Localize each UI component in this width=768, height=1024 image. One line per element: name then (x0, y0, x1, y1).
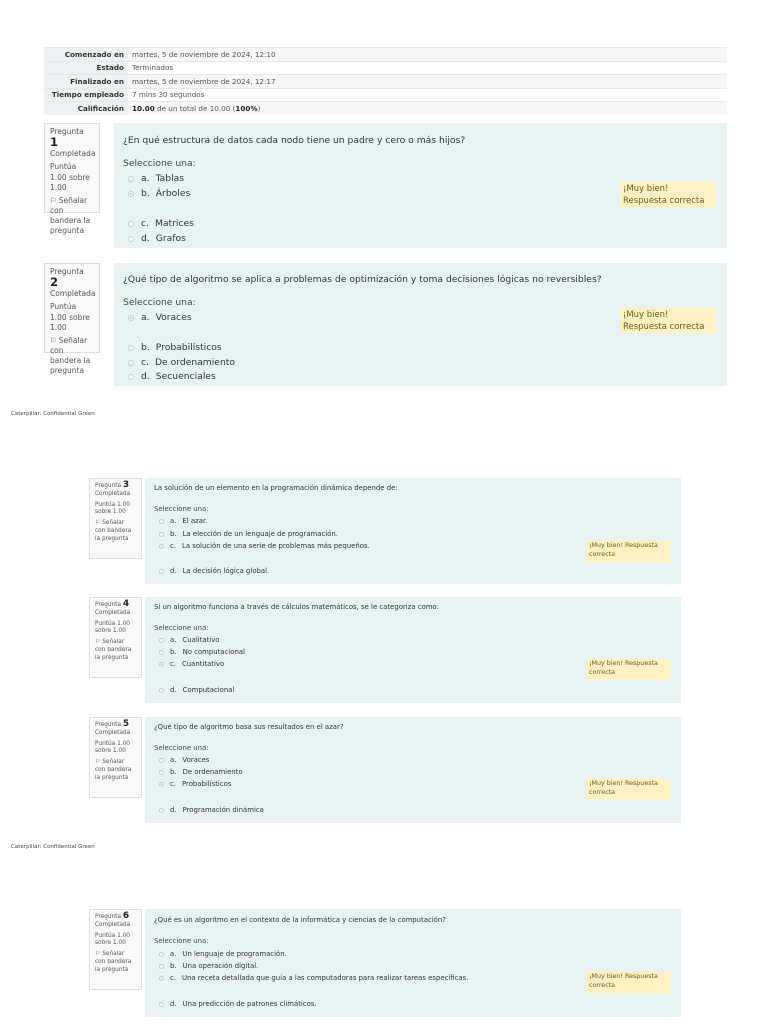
question-info-box (89, 717, 142, 798)
summary-row (44, 48, 727, 62)
answer-option[interactable] (159, 530, 338, 538)
question-text: ¿En qué estructura de datos cada nodo tiene un padre y cero o más hijos? (123, 135, 466, 146)
answer-radio[interactable] (159, 662, 164, 667)
answer-option[interactable] (159, 756, 210, 764)
question-content (114, 263, 727, 386)
summary-value: martes, 5 de noviembre de 2024, 12:17 (128, 75, 727, 89)
answer-radio[interactable] (159, 532, 164, 537)
question-content (145, 717, 681, 823)
answer-radio[interactable] (159, 758, 164, 763)
answer-radio[interactable] (128, 315, 134, 321)
summary-value: 7 mins 30 segundos (128, 88, 727, 102)
answer-text: Matrices (154, 218, 194, 229)
question-number: 5 (122, 719, 130, 729)
answer-letter: b. (170, 768, 177, 776)
question-number: 1 (50, 135, 59, 150)
answer-option[interactable] (159, 974, 468, 982)
answer-radio[interactable] (159, 1002, 164, 1007)
answer-radio[interactable] (159, 569, 164, 574)
answer-radio[interactable] (159, 808, 164, 813)
question-status: Completada (50, 149, 96, 159)
flag-icon: ⚐ (50, 195, 57, 205)
answer-radio[interactable] (128, 345, 134, 351)
question-content (145, 478, 681, 584)
question-number: 4 (122, 599, 130, 609)
question-number-line (50, 267, 94, 289)
answer-letter: a. (170, 517, 177, 525)
select-one-prompt: Seleccione una: (123, 158, 196, 169)
answer-radio[interactable] (159, 688, 164, 693)
answer-option[interactable] (128, 312, 192, 323)
question-label: Pregunta (50, 267, 84, 276)
answer-text: Árboles (155, 188, 191, 199)
answer-radio[interactable] (159, 976, 164, 981)
select-one-prompt: Seleccione una: (154, 624, 209, 632)
answer-option[interactable] (159, 780, 231, 788)
summary-row (44, 75, 727, 89)
answer-text: Programación dinámica (182, 806, 264, 814)
answer-radio[interactable] (159, 770, 164, 775)
answer-letter: c. (170, 780, 176, 788)
answer-text: Un lenguaje de programación. (182, 950, 287, 958)
answer-radio[interactable] (128, 236, 134, 242)
answer-option[interactable] (128, 218, 194, 229)
answer-letter: a. (141, 173, 150, 184)
feedback-correct: ¡Muy bien! Respuesta correcta (586, 658, 670, 680)
flag-icon: ⚐ (95, 520, 101, 527)
flag-question-label: Señalar con bandera la pregunta (95, 639, 132, 661)
question-status: Completada (95, 490, 131, 497)
summary-value: martes, 5 de noviembre de 2024, 12:10 (128, 48, 727, 62)
answer-letter: d. (141, 233, 150, 244)
question-label: Pregunta (95, 722, 122, 728)
answer-text: Computacional (182, 686, 235, 694)
answer-letter: b. (170, 530, 177, 538)
answer-letter: a. (141, 312, 150, 323)
summary-row (44, 88, 727, 102)
answer-text: La decisión lógica global. (182, 567, 270, 575)
question-status: Completada (50, 289, 96, 299)
question-number-line (95, 601, 136, 610)
answer-text: Una receta detallada que guía a las computadoras para realizar tareas específicas. (181, 974, 469, 982)
answer-letter: b. (141, 342, 150, 353)
answer-text: Una predicción de patrones climáticos. (182, 1000, 317, 1008)
answer-letter: c. (170, 974, 176, 982)
feedback-correct: ¡Muy bien! Respuesta correcta (620, 181, 716, 207)
question-info-box (89, 909, 142, 990)
question-info-box (89, 597, 142, 678)
confidentiality-footer: Caterpillar: Confidential Green (11, 411, 95, 417)
answer-option[interactable] (159, 768, 243, 776)
answer-option[interactable] (159, 660, 224, 668)
flag-question-label: Señalar con bandera la pregunta (50, 195, 91, 236)
flag-icon: ⚐ (95, 951, 101, 958)
summary-key: Tiempo empleado (44, 88, 128, 102)
question-status: Completada (95, 729, 131, 736)
answer-radio[interactable] (159, 952, 164, 957)
answer-radio[interactable] (128, 221, 134, 227)
answer-letter: d. (170, 806, 177, 814)
question-points: Puntúa 1.00 sobre 1.00 (50, 162, 90, 192)
answer-option[interactable] (159, 648, 245, 656)
flag-question-link[interactable] (50, 336, 94, 377)
answer-letter: a. (170, 950, 177, 958)
question-text: ¿Qué tipo de algoritmo se aplica a problemas de optimización y toma decisiones lógicas no reversibles? (123, 274, 602, 285)
answer-text: El azar. (182, 517, 208, 525)
answer-option[interactable] (159, 686, 234, 694)
question-points: Puntúa 1.00 sobre 1.00 (95, 620, 130, 635)
answer-letter: d. (170, 1000, 177, 1008)
answer-option[interactable] (159, 542, 370, 550)
answer-radio[interactable] (128, 191, 134, 197)
grade-text: de un total de 10.00 ( (154, 103, 236, 113)
answer-text: Grafos (155, 233, 186, 244)
question-points: Puntúa 1.00 sobre 1.00 (95, 932, 130, 947)
question-number: 6 (122, 911, 130, 921)
answer-option[interactable] (159, 1000, 317, 1008)
answer-letter: d. (170, 567, 177, 575)
question-label: Pregunta (95, 914, 122, 920)
answer-option[interactable] (128, 357, 235, 368)
answer-option[interactable] (128, 233, 186, 244)
answer-option[interactable] (128, 173, 184, 184)
answer-option[interactable] (159, 950, 287, 958)
question-status: Completada (95, 921, 131, 928)
feedback-correct: ¡Muy bien! Respuesta correcta (620, 307, 716, 333)
confidentiality-footer: Caterpillar: Confidential Green (11, 844, 95, 850)
question-number-line (95, 913, 136, 922)
answer-option[interactable] (159, 517, 207, 525)
answer-radio[interactable] (159, 782, 164, 787)
answer-text: No computacional (182, 648, 245, 656)
answer-letter: b. (170, 648, 177, 656)
question-content (114, 123, 727, 248)
answer-option[interactable] (128, 342, 222, 353)
answer-radio[interactable] (159, 650, 164, 655)
flag-question-label: Señalar con bandera la pregunta (95, 520, 132, 542)
answer-text: Cuantitativo (181, 660, 225, 668)
question-points: Puntúa 1.00 sobre 1.00 (95, 740, 130, 755)
answer-letter: b. (170, 962, 177, 970)
summary-row (44, 102, 727, 115)
question-number: 3 (122, 480, 130, 490)
grade-value: 100% (235, 103, 258, 113)
question-text: Si un algoritmo funciona a través de cálculos matemáticos, se le categoriza como: (154, 603, 439, 611)
summary-key: Estado (44, 61, 128, 75)
summary-value (128, 102, 727, 115)
feedback-correct: ¡Muy bien! Respuesta correcta (586, 778, 670, 800)
flag-icon: ⚐ (95, 639, 101, 646)
flag-question-link[interactable] (95, 951, 136, 974)
answer-option[interactable] (159, 636, 220, 644)
flag-question-link[interactable] (95, 520, 136, 543)
summary-value: Terminados (128, 61, 727, 75)
flag-icon: ⚐ (95, 759, 101, 766)
answer-letter: a. (170, 756, 177, 764)
answer-text: De ordenamiento (154, 357, 236, 368)
feedback-correct: ¡Muy bien! Respuesta correcta (586, 540, 670, 562)
summary-row (44, 61, 727, 75)
summary-key: Finalizado en (44, 75, 128, 89)
answer-option[interactable] (159, 806, 264, 814)
answer-text: De ordenamiento (182, 768, 243, 776)
question-text: ¿Qué es un algoritmo en el contexto de la informática y ciencias de la computación? (154, 916, 446, 924)
attempt-summary-table (44, 47, 727, 115)
answer-radio[interactable] (128, 176, 134, 182)
select-one-prompt: Seleccione una: (154, 937, 209, 945)
select-one-prompt: Seleccione una: (123, 297, 196, 308)
answer-text: La solución de una serie de problemas más pequeños. (181, 542, 370, 550)
question-number-line (95, 721, 136, 730)
answer-text: Probabilísticos (181, 780, 232, 788)
question-points: Puntúa 1.00 sobre 1.00 (50, 302, 90, 332)
answer-option[interactable] (128, 188, 190, 199)
question-content (145, 597, 681, 703)
flag-question-link[interactable] (95, 639, 136, 662)
answer-letter: c. (141, 357, 149, 368)
summary-key: Comenzado en (44, 48, 128, 62)
answer-radio[interactable] (128, 360, 134, 366)
question-info-box (89, 478, 142, 559)
answer-letter: b. (141, 188, 150, 199)
answer-letter: d. (170, 686, 177, 694)
answer-letter: c. (141, 218, 149, 229)
answer-text: Voraces (155, 312, 192, 323)
answer-text: Cualitativo (182, 636, 220, 644)
flag-icon: ⚐ (50, 335, 57, 345)
answer-option[interactable] (159, 567, 269, 575)
feedback-correct: ¡Muy bien! Respuesta correcta (586, 971, 670, 993)
question-status: Completada (95, 609, 131, 616)
flag-question-label: Señalar con bandera la pregunta (95, 951, 132, 973)
question-number: 2 (50, 275, 59, 290)
question-points: Puntúa 1.00 sobre 1.00 (95, 501, 130, 516)
answer-text: Secuenciales (155, 371, 216, 382)
question-label: Pregunta (95, 483, 122, 489)
question-text: ¿Qué tipo de algoritmo basa sus resultados en el azar? (154, 723, 344, 731)
answer-option[interactable] (159, 962, 258, 970)
question-label: Pregunta (50, 127, 84, 136)
answer-letter: c. (170, 660, 176, 668)
question-info-box (44, 263, 100, 376)
question-label: Pregunta (95, 602, 122, 608)
answer-radio[interactable] (128, 374, 134, 380)
question-info-box (44, 123, 100, 236)
answer-text: Probabilísticos (155, 342, 222, 353)
answer-text: La elección de un lenguaje de programación. (182, 530, 338, 538)
answer-radio[interactable] (159, 638, 164, 643)
select-one-prompt: Seleccione una: (154, 744, 209, 752)
select-one-prompt: Seleccione una: (154, 505, 209, 513)
answer-radio[interactable] (159, 964, 164, 969)
grade-value: 10.00 (132, 103, 155, 113)
answer-letter: a. (170, 636, 177, 644)
answer-radio[interactable] (159, 544, 164, 549)
flag-question-link[interactable] (50, 196, 94, 237)
flag-question-link[interactable] (95, 759, 136, 782)
answer-text: Una operación digital. (182, 962, 259, 970)
grade-text: ) (257, 103, 261, 113)
question-text: La solución de un elemento en la programación dinámica depende de: (154, 484, 398, 492)
answer-letter: c. (170, 542, 176, 550)
question-number-line (95, 482, 136, 491)
answer-letter: d. (141, 371, 150, 382)
flag-question-label: Señalar con bandera la pregunta (95, 759, 132, 781)
answer-option[interactable] (128, 371, 216, 382)
answer-radio[interactable] (159, 519, 164, 524)
flag-question-label: Señalar con bandera la pregunta (50, 335, 91, 376)
answer-text: Tablas (155, 173, 185, 184)
answer-text: Voraces (182, 756, 210, 764)
question-number-line (50, 127, 94, 149)
summary-key: Calificación (44, 102, 128, 115)
question-content (145, 909, 681, 1017)
